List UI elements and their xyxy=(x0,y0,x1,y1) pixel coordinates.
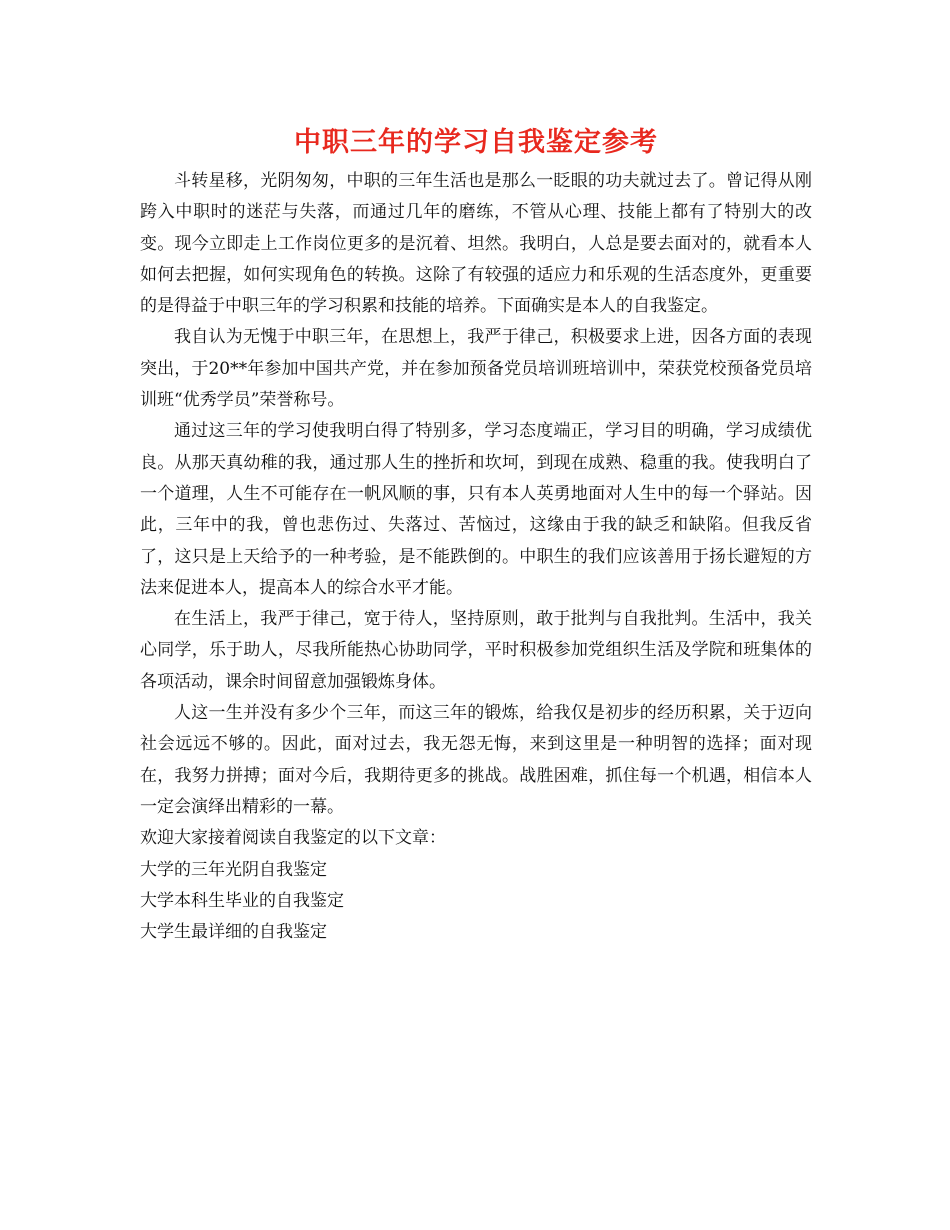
related-link[interactable] xyxy=(140,917,812,948)
paragraph-life: 在生活上，我严于律己，宽于待人，坚持原则，敢于批判与自我批判。生活中，我关心同学，乐于助人，尽我所能热心协助同学，平时积极参加党组织生活及学院和班集体的各项活动，课余时间留意加强锻炼身体。 xyxy=(140,609,812,692)
related-link[interactable] xyxy=(140,886,812,917)
document-title: 中职三年的学习自我鉴定参考 xyxy=(294,127,658,158)
paragraph-thought: 我自认为无愧于中职三年，在思想上，我严于律己，积极要求上进，因各方面的表现突出，于20**年参加中国共产党，并在参加预备党员培训班培训中，荣获党校预备党员培训班“优秀学员”荣誉称号。 xyxy=(140,327,812,411)
related-link-text[interactable]: 大学本科生毕业的自我鉴定 xyxy=(140,890,344,911)
paragraph-conclusion: 人这一生并没有多少个三年，而这三年的锻炼，给我仅是初步的经历积累，关于迈向社会远远不够的。因此，面对过去，我无怨无悔，来到这里是一种明智的选择；面对现在，我努力拼搏；面对今后，我期待更多的挑战。战胜困难，抓住每一个机遇，相信本人一定会演绎出精彩的一幕。 xyxy=(140,703,812,817)
related-link[interactable] xyxy=(140,855,812,886)
related-link-text[interactable]: 大学的三年光阴自我鉴定 xyxy=(140,859,327,880)
related-intro: 欢迎大家接着阅读自我鉴定的以下文章： xyxy=(140,828,446,849)
paragraph-study: 通过这三年的学习使我明白得了特别多，学习态度端正，学习目的明确，学习成绩优良。从那天真幼稚的我，通过那人生的挫折和坎坷，到现在成熟、稳重的我。使我明白了一个道理，人生不可能存在一帆风顺的事，只有本人英勇地面对人生中的每一个驿站。因此，三年中的我，曾也悲伤过、失落过、苦恼过，这缘由于我的缺乏和缺陷。但我反省了，这只是上天给予的一种考验，是不能跌倒的。中职生的我们应该善用于扬长避短的方法来促进本人，提高本人的综合水平才能。 xyxy=(140,421,812,598)
document-page xyxy=(140,120,812,948)
paragraph-intro: 斗转星移，光阴匆匆，中职的三年生活也是那么一眨眼的功夫就过去了。曾记得从刚跨入中职时的迷茫与失落，而通过几年的磨练，不管从心理、技能上都有了特别大的改变。现今立即走上工作岗位更多的是沉着、坦然。我明白，人总是要去面对的，就看本人如何去把握，如何实现角色的转换。这除了有较强的适应力和乐观的生活态度外，更重要的是得益于中职三年的学习积累和技能的培养。下面确实是本人的自我鉴定。 xyxy=(140,171,812,317)
related-link-text[interactable]: 大学生最详细的自我鉴定 xyxy=(140,922,327,943)
